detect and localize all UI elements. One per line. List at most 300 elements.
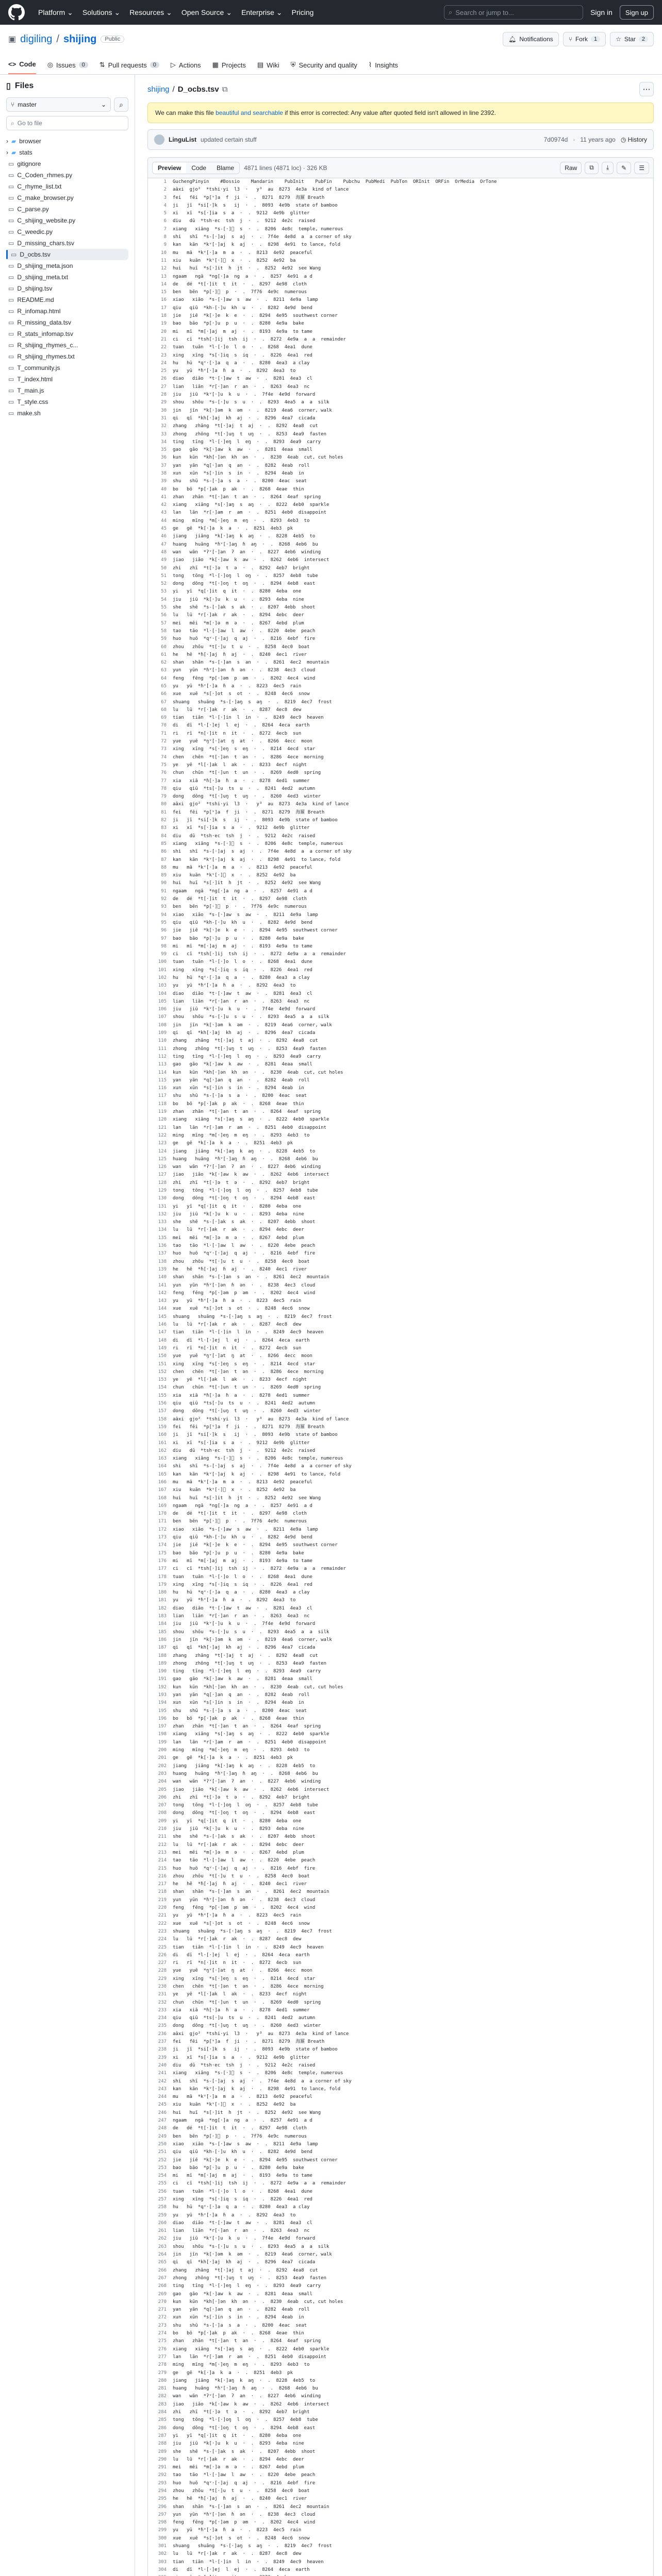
line-number[interactable]: 263	[158, 2244, 167, 2249]
line-number[interactable]: 67	[161, 699, 167, 705]
file-tree-item[interactable]	[6, 283, 128, 294]
line-number[interactable]: 228	[158, 1968, 167, 1974]
line-number[interactable]: 119	[158, 1109, 167, 1115]
line-number[interactable]: 112	[158, 1054, 167, 1059]
line-number[interactable]: 248	[158, 2126, 167, 2131]
line-number[interactable]: 182	[158, 1605, 167, 1611]
line-number[interactable]: 232	[158, 1999, 167, 2005]
tab-security[interactable]: ⛨ Security and quality	[290, 61, 357, 69]
fork-button[interactable]: ⑂ Fork 1	[563, 32, 606, 46]
line-number[interactable]: 48	[161, 549, 167, 555]
line-number[interactable]: 216	[158, 1873, 167, 1879]
line-number[interactable]: 204	[158, 1779, 167, 1785]
line-number[interactable]: 16	[161, 297, 167, 303]
line-number[interactable]: 135	[158, 1235, 167, 1241]
line-number[interactable]: 292	[158, 2472, 167, 2478]
line-number[interactable]: 200	[158, 1748, 167, 1753]
line-number[interactable]: 215	[158, 1866, 167, 1871]
file-tree-item[interactable]	[6, 362, 128, 374]
symbols-button[interactable]	[634, 162, 649, 174]
line-number[interactable]: 110	[158, 1038, 167, 1044]
line-number[interactable]: 235	[158, 2023, 167, 2029]
line-number[interactable]: 60	[161, 644, 167, 650]
line-number[interactable]: 229	[158, 1976, 167, 1981]
go-to-file-input[interactable]: ⌕ Go to file	[6, 116, 128, 130]
line-number[interactable]: 170	[158, 1511, 167, 1517]
line-number[interactable]: 130	[158, 1196, 167, 1201]
history-button[interactable]: ◷ History	[620, 136, 647, 143]
view-preview-button[interactable]: Preview	[153, 162, 186, 174]
line-number[interactable]: 125	[158, 1156, 167, 1162]
notifications-button[interactable]: 🔔︎ Notifications	[503, 32, 559, 46]
copy-raw-button[interactable]	[585, 162, 599, 174]
line-number[interactable]: 283	[158, 2401, 167, 2407]
line-number[interactable]: 205	[158, 1787, 167, 1792]
line-number[interactable]: 168	[158, 1495, 167, 1501]
line-number[interactable]: 18	[161, 313, 167, 319]
branch-selector[interactable]: ⑂ master ⌄	[6, 97, 111, 112]
tab-issues[interactable]: ◎ Issues 0	[47, 61, 88, 74]
line-number[interactable]: 223	[158, 1928, 167, 1934]
more-options-button[interactable]	[639, 82, 654, 96]
line-number[interactable]: 126	[158, 1164, 167, 1170]
line-number[interactable]: 27	[161, 384, 167, 389]
line-number[interactable]: 304	[158, 2567, 167, 2572]
line-number[interactable]: 286	[158, 2425, 167, 2431]
line-number[interactable]: 172	[158, 1527, 167, 1532]
line-number[interactable]: 55	[161, 605, 167, 611]
sidebar-toggle-icon[interactable]: ▯	[6, 82, 11, 91]
line-number[interactable]: 41	[161, 494, 167, 500]
notice-link[interactable]: beautiful and searchable	[216, 109, 283, 116]
line-number[interactable]: 192	[158, 1684, 167, 1690]
line-number[interactable]: 259	[158, 2212, 167, 2218]
line-number[interactable]: 277	[158, 2354, 167, 2360]
line-number[interactable]: 260	[158, 2220, 167, 2226]
line-number[interactable]: 123	[158, 1141, 167, 1146]
line-number[interactable]: 91	[161, 888, 167, 894]
line-number[interactable]: 102	[158, 975, 167, 980]
line-number[interactable]: 107	[158, 1014, 167, 1020]
line-number[interactable]: 140	[158, 1275, 167, 1280]
line-number[interactable]: 256	[158, 2189, 167, 2194]
line-number[interactable]: 213	[158, 1850, 167, 1855]
line-number[interactable]: 94	[161, 912, 167, 918]
file-tree-item[interactable]	[6, 385, 128, 396]
line-number[interactable]: 253	[158, 2165, 167, 2171]
line-number[interactable]: 83	[161, 825, 167, 831]
line-number[interactable]: 243	[158, 2086, 167, 2092]
line-number[interactable]: 279	[158, 2370, 167, 2376]
line-number[interactable]: 20	[161, 329, 167, 334]
line-number[interactable]: 62	[161, 660, 167, 666]
line-number[interactable]: 188	[158, 1653, 167, 1658]
line-number[interactable]: 238	[158, 2047, 167, 2053]
line-number[interactable]: 118	[158, 1101, 167, 1107]
line-number[interactable]: 155	[158, 1393, 167, 1398]
line-number[interactable]: 208	[158, 1810, 167, 1816]
line-number[interactable]: 298	[158, 2520, 167, 2526]
line-number[interactable]: 36	[161, 455, 167, 461]
line-number[interactable]: 69	[161, 715, 167, 721]
line-number[interactable]: 166	[158, 1479, 167, 1485]
line-number[interactable]: 63	[161, 668, 167, 673]
line-number[interactable]: 285	[158, 2417, 167, 2423]
sign-in-link[interactable]: Sign in	[590, 8, 613, 16]
file-tree-item[interactable]	[6, 170, 128, 181]
line-number[interactable]: 137	[158, 1251, 167, 1257]
line-number[interactable]: 26	[161, 376, 167, 382]
line-number[interactable]: 142	[158, 1290, 167, 1296]
copy-icon[interactable]: ⧉	[222, 84, 228, 94]
line-number[interactable]: 239	[158, 2055, 167, 2060]
line-number[interactable]: 133	[158, 1219, 167, 1225]
line-number[interactable]: 105	[158, 998, 167, 1004]
line-number[interactable]: 288	[158, 2441, 167, 2447]
download-button[interactable]	[602, 162, 614, 174]
file-tree-item[interactable]	[6, 249, 128, 260]
breadcrumb-repo-link[interactable]: shijing	[147, 84, 170, 94]
line-number[interactable]: 68	[161, 707, 167, 713]
line-number[interactable]: 56	[161, 613, 167, 618]
line-number[interactable]: 187	[158, 1645, 167, 1651]
line-number[interactable]: 199	[158, 1739, 167, 1745]
line-number[interactable]: 46	[161, 534, 167, 539]
line-number[interactable]: 128	[158, 1180, 167, 1185]
file-tree-item[interactable]	[6, 181, 128, 192]
line-number[interactable]: 33	[161, 431, 167, 437]
line-number[interactable]: 222	[158, 1921, 167, 1926]
line-number[interactable]: 194	[158, 1700, 167, 1706]
file-tree-item[interactable]	[6, 340, 128, 351]
line-number[interactable]: 103	[158, 983, 167, 989]
line-number[interactable]: 226	[158, 1952, 167, 1958]
line-number[interactable]: 109	[158, 1030, 167, 1036]
line-number[interactable]: 139	[158, 1266, 167, 1272]
line-number[interactable]: 156	[158, 1401, 167, 1406]
line-number[interactable]: 120	[158, 1117, 167, 1123]
nav-platform[interactable]: Platform ⌄	[38, 8, 73, 16]
line-number[interactable]: 78	[161, 786, 167, 791]
line-number[interactable]: 302	[158, 2551, 167, 2557]
github-logo-icon[interactable]	[8, 4, 25, 21]
line-number[interactable]: 93	[161, 904, 167, 910]
line-number[interactable]: 299	[158, 2528, 167, 2533]
line-number[interactable]: 281	[158, 2386, 167, 2392]
line-number[interactable]: 153	[158, 1377, 167, 1383]
line-number[interactable]: 276	[158, 2346, 167, 2352]
line-number[interactable]: 227	[158, 1960, 167, 1966]
line-number[interactable]: 39	[161, 479, 167, 484]
line-number[interactable]: 76	[161, 770, 167, 776]
line-number[interactable]: 32	[161, 423, 167, 429]
file-tree-item[interactable]	[6, 226, 128, 238]
line-number[interactable]: 297	[158, 2512, 167, 2517]
line-number[interactable]: 151	[158, 1361, 167, 1367]
line-number[interactable]: 152	[158, 1369, 167, 1375]
line-number[interactable]: 92	[161, 896, 167, 902]
line-number[interactable]: 158	[158, 1416, 167, 1422]
line-number[interactable]: 79	[161, 794, 167, 800]
line-number[interactable]: 80	[161, 802, 167, 807]
line-number[interactable]: 210	[158, 1826, 167, 1832]
line-number[interactable]: 104	[158, 991, 167, 996]
line-number[interactable]: 23	[161, 352, 167, 358]
line-number[interactable]: 141	[158, 1282, 167, 1288]
file-tree-item[interactable]	[6, 306, 128, 317]
line-number[interactable]: 268	[158, 2283, 167, 2289]
line-number[interactable]: 220	[158, 1905, 167, 1911]
file-tree-item[interactable]	[6, 396, 128, 408]
tab-projects[interactable]: ▦ Projects	[212, 61, 246, 69]
line-number[interactable]: 89	[161, 873, 167, 878]
line-number[interactable]: 81	[161, 809, 167, 815]
line-number[interactable]: 129	[158, 1188, 167, 1193]
line-number[interactable]: 12	[161, 266, 167, 272]
line-number[interactable]: 189	[158, 1660, 167, 1666]
line-number[interactable]: 274	[158, 2331, 167, 2336]
line-number[interactable]: 53	[161, 589, 167, 595]
line-number[interactable]: 211	[158, 1834, 167, 1840]
file-tree-item[interactable]	[6, 374, 128, 385]
line-number[interactable]: 206	[158, 1794, 167, 1800]
file-tree-item[interactable]	[6, 192, 128, 204]
line-number[interactable]: 265	[158, 2260, 167, 2265]
line-number[interactable]: 40	[161, 486, 167, 492]
line-number[interactable]: 271	[158, 2307, 167, 2313]
line-number[interactable]: 111	[158, 1046, 167, 1052]
star-button[interactable]: ☆ Star 2	[610, 32, 654, 46]
line-number[interactable]: 85	[161, 841, 167, 846]
line-number[interactable]: 146	[158, 1322, 167, 1328]
line-number[interactable]: 173	[158, 1535, 167, 1540]
line-number[interactable]: 179	[158, 1582, 167, 1587]
repo-owner-link[interactable]: digiling	[20, 33, 53, 45]
nav-open-source[interactable]: Open Source ⌄	[181, 8, 233, 16]
line-number[interactable]: 209	[158, 1818, 167, 1824]
commit-hash[interactable]: 7d0974d	[543, 136, 568, 143]
file-tree-item[interactable]	[6, 272, 128, 283]
line-number[interactable]: 177	[158, 1566, 167, 1572]
line-number[interactable]: 30	[161, 408, 167, 413]
line-number[interactable]: 22	[161, 345, 167, 350]
line-number[interactable]: 9	[163, 242, 167, 248]
file-tree-item[interactable]	[6, 135, 128, 147]
line-number[interactable]: 116	[158, 1086, 167, 1091]
tab-code[interactable]: <> Code	[8, 60, 36, 74]
line-number[interactable]: 214	[158, 1858, 167, 1863]
line-number[interactable]: 136	[158, 1243, 167, 1249]
line-number[interactable]: 190	[158, 1669, 167, 1674]
line-number[interactable]: 7	[163, 226, 167, 232]
line-number[interactable]: 96	[161, 928, 167, 934]
line-number[interactable]: 49	[161, 557, 167, 563]
line-number[interactable]: 191	[158, 1676, 167, 1682]
line-number[interactable]: 251	[158, 2149, 167, 2155]
line-number[interactable]: 244	[158, 2094, 167, 2100]
line-number[interactable]: 207	[158, 1803, 167, 1808]
line-number[interactable]: 84	[161, 833, 167, 839]
line-number[interactable]: 19	[161, 321, 167, 327]
nav-pricing[interactable]: Pricing	[291, 8, 314, 16]
line-number[interactable]: 100	[158, 959, 167, 965]
line-number[interactable]: 245	[158, 2102, 167, 2108]
line-number[interactable]: 202	[158, 1763, 167, 1769]
line-number[interactable]: 10	[161, 250, 167, 256]
line-number[interactable]: 98	[161, 943, 167, 949]
line-number[interactable]: 165	[158, 1471, 167, 1477]
line-number[interactable]: 159	[158, 1424, 167, 1430]
line-number[interactable]: 138	[158, 1259, 167, 1264]
line-number[interactable]: 14	[161, 281, 167, 287]
line-number[interactable]: 241	[158, 2071, 167, 2076]
line-number[interactable]: 2	[163, 187, 167, 193]
line-number[interactable]: 150	[158, 1353, 167, 1359]
line-number[interactable]: 290	[158, 2456, 167, 2462]
file-tree-item[interactable]	[6, 328, 128, 340]
line-number[interactable]: 143	[158, 1298, 167, 1304]
tab-actions[interactable]: ▷ Actions	[170, 61, 201, 69]
line-number[interactable]: 115	[158, 1077, 167, 1083]
file-tree-item[interactable]	[6, 147, 128, 158]
line-number[interactable]: 114	[158, 1070, 167, 1075]
line-number[interactable]: 255	[158, 2181, 167, 2187]
line-number[interactable]: 71	[161, 731, 167, 736]
line-number[interactable]: 164	[158, 1464, 167, 1469]
file-tree-item[interactable]	[6, 204, 128, 215]
line-number[interactable]: 37	[161, 463, 167, 468]
line-number[interactable]: 75	[161, 762, 167, 768]
line-number[interactable]: 132	[158, 1211, 167, 1217]
line-number[interactable]: 4	[163, 202, 167, 208]
line-number[interactable]: 185	[158, 1629, 167, 1635]
line-number[interactable]: 175	[158, 1550, 167, 1556]
line-number[interactable]: 42	[161, 502, 167, 508]
commit-author[interactable]: LinguList	[169, 136, 196, 143]
line-number[interactable]: 25	[161, 368, 167, 374]
line-number[interactable]: 198	[158, 1732, 167, 1737]
line-number[interactable]: 201	[158, 1755, 167, 1761]
line-number[interactable]: 246	[158, 2110, 167, 2115]
line-number[interactable]: 124	[158, 1148, 167, 1154]
file-tree-item[interactable]	[6, 215, 128, 226]
repo-name-link[interactable]: shijing	[63, 33, 97, 45]
line-number[interactable]: 195	[158, 1708, 167, 1714]
line-number[interactable]: 21	[161, 336, 167, 342]
line-number[interactable]: 58	[161, 628, 167, 634]
line-number[interactable]: 230	[158, 1984, 167, 1989]
line-number[interactable]: 219	[158, 1897, 167, 1903]
line-number[interactable]: 149	[158, 1345, 167, 1351]
line-number[interactable]: 236	[158, 2031, 167, 2037]
line-number[interactable]: 269	[158, 2291, 167, 2297]
line-number[interactable]: 171	[158, 1519, 167, 1524]
file-tree-item[interactable]	[6, 408, 128, 419]
line-number[interactable]: 287	[158, 2433, 167, 2438]
line-number[interactable]: 242	[158, 2078, 167, 2084]
line-number[interactable]: 181	[158, 1598, 167, 1603]
line-number[interactable]: 176	[158, 1558, 167, 1564]
line-number[interactable]: 157	[158, 1409, 167, 1414]
line-number[interactable]: 262	[158, 2236, 167, 2242]
line-number[interactable]: 86	[161, 849, 167, 855]
sign-up-button[interactable]: Sign up	[620, 5, 654, 20]
line-number[interactable]: 301	[158, 2544, 167, 2549]
nav-resources[interactable]: Resources ⌄	[129, 8, 172, 16]
line-number[interactable]: 11	[161, 258, 167, 263]
line-number[interactable]: 117	[158, 1093, 167, 1099]
line-number[interactable]: 184	[158, 1621, 167, 1627]
line-number[interactable]: 261	[158, 2228, 167, 2234]
line-number[interactable]: 82	[161, 818, 167, 823]
line-number[interactable]: 183	[158, 1614, 167, 1619]
line-number[interactable]: 154	[158, 1385, 167, 1391]
file-tree-item[interactable]	[6, 294, 128, 306]
line-number[interactable]: 15	[161, 290, 167, 295]
line-number[interactable]: 163	[158, 1456, 167, 1462]
line-number[interactable]: 77	[161, 778, 167, 784]
view-code-button[interactable]: Code	[186, 162, 211, 174]
line-number[interactable]: 237	[158, 2039, 167, 2045]
line-number[interactable]: 240	[158, 2062, 167, 2068]
nav-solutions[interactable]: Solutions ⌄	[82, 8, 121, 16]
line-number[interactable]: 162	[158, 1448, 167, 1453]
line-number[interactable]: 29	[161, 400, 167, 405]
line-number[interactable]: 272	[158, 2315, 167, 2320]
line-number[interactable]: 249	[158, 2133, 167, 2139]
line-number[interactable]: 87	[161, 857, 167, 862]
line-number[interactable]: 266	[158, 2267, 167, 2273]
line-number[interactable]: 148	[158, 1337, 167, 1343]
line-number[interactable]: 99	[161, 952, 167, 957]
line-number[interactable]: 3	[163, 195, 167, 200]
edit-button[interactable]	[617, 162, 631, 174]
line-number[interactable]: 70	[161, 723, 167, 728]
line-number[interactable]: 293	[158, 2480, 167, 2486]
view-blame-button[interactable]: Blame	[211, 162, 239, 174]
line-number[interactable]: 147	[158, 1330, 167, 1335]
line-number[interactable]: 160	[158, 1432, 167, 1438]
line-number[interactable]: 224	[158, 1937, 167, 1942]
line-number[interactable]: 270	[158, 2299, 167, 2304]
line-number[interactable]: 193	[158, 1692, 167, 1698]
line-number[interactable]: 278	[158, 2362, 167, 2368]
line-number[interactable]: 61	[161, 652, 167, 657]
file-tree-item[interactable]	[6, 351, 128, 362]
line-number[interactable]: 52	[161, 581, 167, 587]
line-number[interactable]: 59	[161, 636, 167, 642]
line-number[interactable]: 231	[158, 1992, 167, 1997]
line-number[interactable]: 88	[161, 865, 167, 870]
line-number[interactable]: 234	[158, 2015, 167, 2021]
line-number[interactable]: 127	[158, 1172, 167, 1178]
file-tree-item[interactable]	[6, 317, 128, 328]
line-number[interactable]: 13	[161, 274, 167, 279]
line-number[interactable]: 250	[158, 2141, 167, 2147]
line-number[interactable]: 203	[158, 1771, 167, 1776]
line-number[interactable]: 178	[158, 1574, 167, 1580]
tab-wiki[interactable]: ▤ Wiki	[257, 61, 279, 69]
line-number[interactable]: 144	[158, 1306, 167, 1312]
line-number[interactable]: 72	[161, 739, 167, 744]
line-number[interactable]: 38	[161, 470, 167, 476]
line-number[interactable]: 289	[158, 2449, 167, 2454]
line-number[interactable]: 294	[158, 2488, 167, 2494]
line-number[interactable]: 24	[161, 360, 167, 366]
line-number[interactable]: 284	[158, 2410, 167, 2415]
line-number[interactable]: 169	[158, 1503, 167, 1509]
line-number[interactable]: 65	[161, 684, 167, 689]
